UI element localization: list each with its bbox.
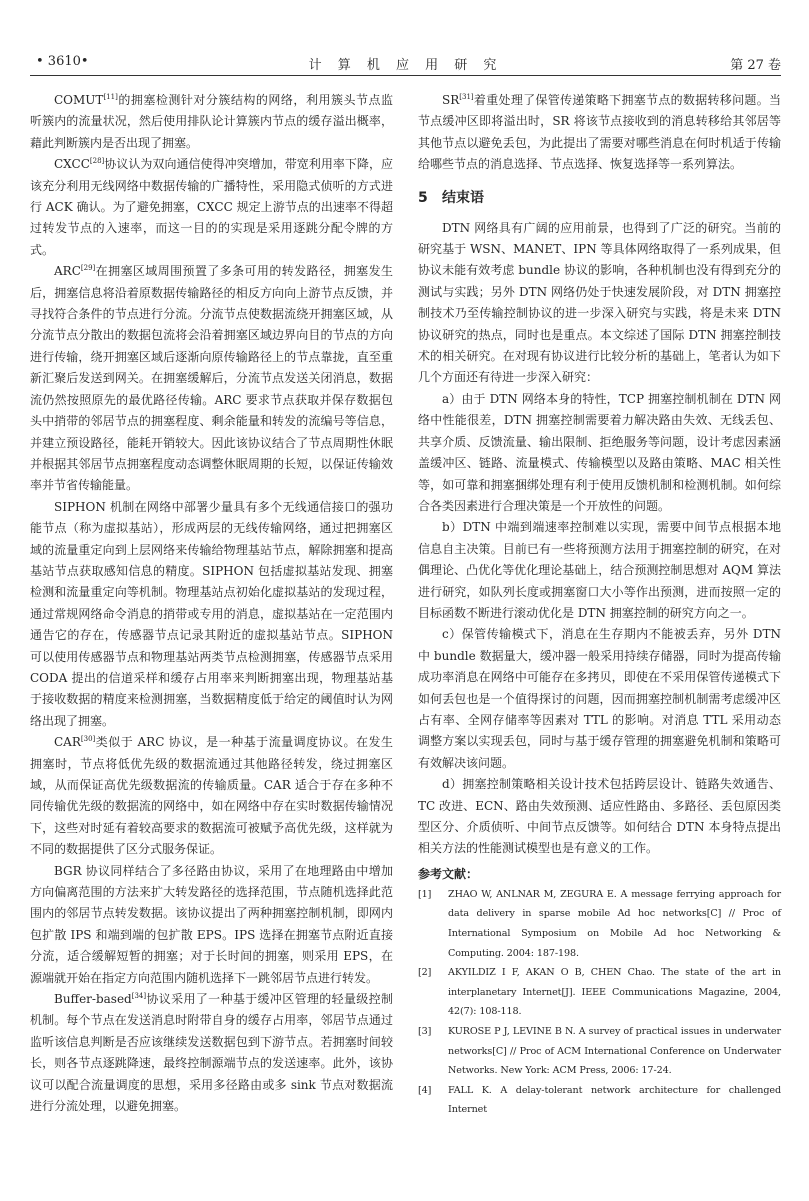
reference-number: [3] — [418, 1025, 432, 1037]
reference-number: [2] — [418, 967, 432, 979]
reference-item — [418, 885, 781, 963]
reference-text: ZHAO W, ANLNAR M, ZEGURA E. A message ferrying approach for data delivery in sparse mobile Ad hoc networks[C] // Proc of International Symposium on Mobile Ad hoc Networking & Computing. 2004: 187-198. — [448, 888, 781, 959]
page-header — [30, 53, 781, 76]
section-title: 结束语 — [442, 189, 484, 206]
reference-number: [4] — [418, 1084, 432, 1096]
reference-item — [418, 1022, 781, 1081]
reference-item — [418, 1081, 781, 1120]
paragraph-point-b: b）DTN 中端到端速率控制难以实现，需要中间节点根据本地信息自主决策。目前已有一些将预测方法用于拥塞控制的研究，在对偶理论、凸优化等优化理论基础上，结合预测控制思想对 AQM 算法进行研究，如队列长度或拥塞窗口大小等作出预测，进而按照一定的目标函数不断进行滚动优化是 DTN 拥塞控制的研究方向之一。 — [418, 520, 781, 620]
paragraph-car: CAR[30]类似于 ARC 协议，是一种基于流量调度协议。在发生拥塞时，节点将低优先级的数据流通过其他路径转发，绕过拥塞区域，从而保证高优先级数据流的传输质量。CAR 适合于存在多种不同传输优先级的数据流的网络中，如在网络中存在实时数据传输情况下，这些对时延有着较高要求的数据流可被赋予高优先级，这样就为不同的数据提供了区分式服务保证。 — [30, 735, 393, 857]
left-column — [30, 90, 393, 1118]
paragraph-comut: COMUT[11]的拥塞检测针对分簇结构的网络，利用簇头节点监听簇内的流量状况，然后使用排队论计算簇内节点的缓存溢出概率，藉此判断簇内是否出现了拥塞。 — [30, 93, 393, 150]
references-heading: 参考文献： — [418, 866, 479, 881]
paragraph-buffer-based: Buffer-based[34]协议采用了一种基于缓冲区管理的轻量级控制机制。每个节点在发送消息时附带自身的缓存占用率，邻居节点通过监听该信息判断是否应该继续发送数据包到下游节点。若拥塞时间较长，则各节点逐跳降速，最终控制源端节点的发送速率。此外，该协议可以配合流量调度的思想，采用多径路由或多 sink 节点对数据流进行分流处理，以避免拥塞。 — [30, 992, 393, 1114]
paragraph-bgr: BGR 协议同样结合了多径路由协议，采用了在地理路由中增加方向偏离范围的方法来扩大转发路径的选择范围，节点随机选择此范围内的邻居节点转发数据。该协议提出了两种拥塞控制机制，即网内包扩散 IPS 和端到端的包扩散 EPS。IPS 选择在拥塞节点附近直接分流，适合缓解短暂的拥塞；对于长时间的拥塞，则采用 EPS，在源端就开始在指定方向范围内随机选择下一跳邻居节点进行转发。 — [30, 863, 393, 985]
reference-text: KUROSE P J, LEVINE B N. A survey of practical issues in underwater networks[C] // Proc of ACM International Conference on Underwater Networks. New York: ACM Press, 2006: 17-24. — [448, 1025, 781, 1077]
journal-title: 计 算 机 应 用 研 究 — [308, 58, 503, 73]
paragraph-cxcc: CXCC[28]协议认为双向通信使得冲突增加，带宽利用率下降，应该充分利用无线网络中数据传输的广播特性，采用隐式侦听的方式进行 ACK 确认。为了避免拥塞，CXCC 规定上游节点的出速率不得超过转发节点的入速率，而这一目的的实现是采用逐跳分配令牌的方式。 — [30, 157, 393, 257]
paragraph-conclusion: DTN 网络具有广阔的应用前景，也得到了广泛的研究。当前的研究基于 WSN、MANET、IPN 等具体网络取得了一系列成果，但协议未能有效考虑 bundle 协议的影响，各种机制也没有得到充分的测试与实践；另外 DTN 网络仍处于快速发展阶段，对 DTN 拥塞控制技术乃至传输控制协议的进一步深入研究与实践，将是未来 DTN 协议研究的热点，同时也是重点。本文综述了国际 DTN 拥塞控制技术的相关研究。在对现有协议进行比较分析的基础上，笔者认为如下几个方面还有待进一步深入研究： — [418, 220, 781, 385]
reference-text: FALL K. A delay-tolerant network architecture for challenged Internet — [448, 1084, 781, 1116]
reference-number: [1] — [418, 888, 432, 900]
paragraph-siphon: SIPHON 机制在网络中部署少量具有多个无线通信接口的强功能节点（称为虚拟基站），形成两层的无线传输网络，通过把拥塞区域的流量重定向到上层网络来传输给物理基站节点，解除拥塞和提高基站节点获取感知信息的精度。SIPHON 包括虚拟基站发现、拥塞检测和流量重定向等机制。物理基站点初始化虚拟基站的发现过程，通过常规网络命令消息的捎带或专用的消息，虚拟基站在一定范围内通告它的存在，传感器节点记录其附近的虚拟基站节点。SIPHON 可以使用传感器节点和物理基站两类节点检测拥塞，传感器节点采用 CODA 提出的信道采样和缓存占用率来判断拥塞出现，物理基站基于接收数据的精度来检测拥塞，当数据精度低于给定的阈值时认为网络出现了拥塞。 — [30, 499, 393, 728]
reference-text: AKYILDIZ I F, AKAN O B, CHEN Chao. The state of the art in interplanetary Internet[J]. IEEE Communications Magazine, 2004, 42(7): 108-118. — [448, 967, 781, 1018]
paragraph-point-c: c）保管传输模式下，消息在生存期内不能被丢弃，另外 DTN 中 bundle 数据量大，缓冲器一般采用持续存储器，同时为提高传输成功率消息在网络中可能存在多拷贝，即使在不采用保管传递模式下如何丢包也是一个值得探讨的问题，因而拥塞控制机制需考虑缓冲区占有率、全网存储率等因素对 TTL 的影响。对消息 TTL 采用动态调整方案以实现丢包，同时与基于缓存管理的拥塞避免机制和策略可有效解决该问题。 — [418, 627, 781, 770]
section-heading — [418, 188, 781, 208]
section-number: 5 — [418, 189, 428, 206]
right-column — [418, 90, 781, 1120]
paragraph-point-d: d）拥塞控制策略相关设计技术包括跨层设计、链路失效通告、TC 改进、ECN、路由失效预测、适应性路由、多路径、丢包原因类型区分、介质侦听、中间节点反馈等。如何结合 DTN 本身特点提出相关方法的性能测试模型也是有意义的工作。 — [418, 777, 781, 856]
paragraph-arc: ARC[29]在拥塞区域周围预置了多条可用的转发路径，拥塞发生后，拥塞信息将沿着原数据传输路径的相反方向向上游节点反馈，并寻找符合条件的节点进行分流。分流节点使数据流绕开拥塞区域，从分流节点分散出的数据包流将会沿着拥塞区域边界向目的节点的方向进行传输，绕开拥塞区域后逐渐向原传输路径上的节点靠拢，直至重新汇聚后发送到网关。在拥塞缓解后，分流节点发送关闭消息，数据流仍然按照原先的最优路径传输。ARC 要求节点获取并保存数据包头中捎带的邻居节点的拥塞程度、剩余能量和转发的流编号等信息，并建立预设路径，能耗开销较大。因此该协议结合了节点周期性休眠并根据其邻居节点拥塞程度动态调整休眠周期的长短，以保证传输效率并节省传输能量。 — [30, 264, 393, 493]
paragraph-sr: SR[31]着重处理了保管传递策略下拥塞节点的数据转移问题。当节点缓冲区即将溢出时，SR 将该节点接收到的消息转移给其邻居等其他节点以避免丢包，为此提出了需要对哪些消息在何时机适于传输给哪些节点的消息选择、节点选择、恢复选择等一系列算法。 — [418, 93, 781, 172]
volume-label: 第 27 卷 — [730, 58, 781, 73]
paragraph-point-a: a）由于 DTN 网络本身的特性，TCP 拥塞控制机制在 DTN 网络中性能很差，DTN 拥塞控制需要着力解决路由失效、无线丢包、共享介质、反馈流量、输出限制、拒绝服务等问题，设计考虑因素涵盖缓冲区、链路、流量模式、传输模型以及路由策略、MAC 相关性等，如可靠和拥塞捆绑处理有利于使用反馈机制和检测机制。如何综合各类因素进行合理决策是一个开放性的问题。 — [418, 391, 781, 513]
reference-item — [418, 963, 781, 1022]
page-number: • 3610• — [36, 54, 89, 69]
